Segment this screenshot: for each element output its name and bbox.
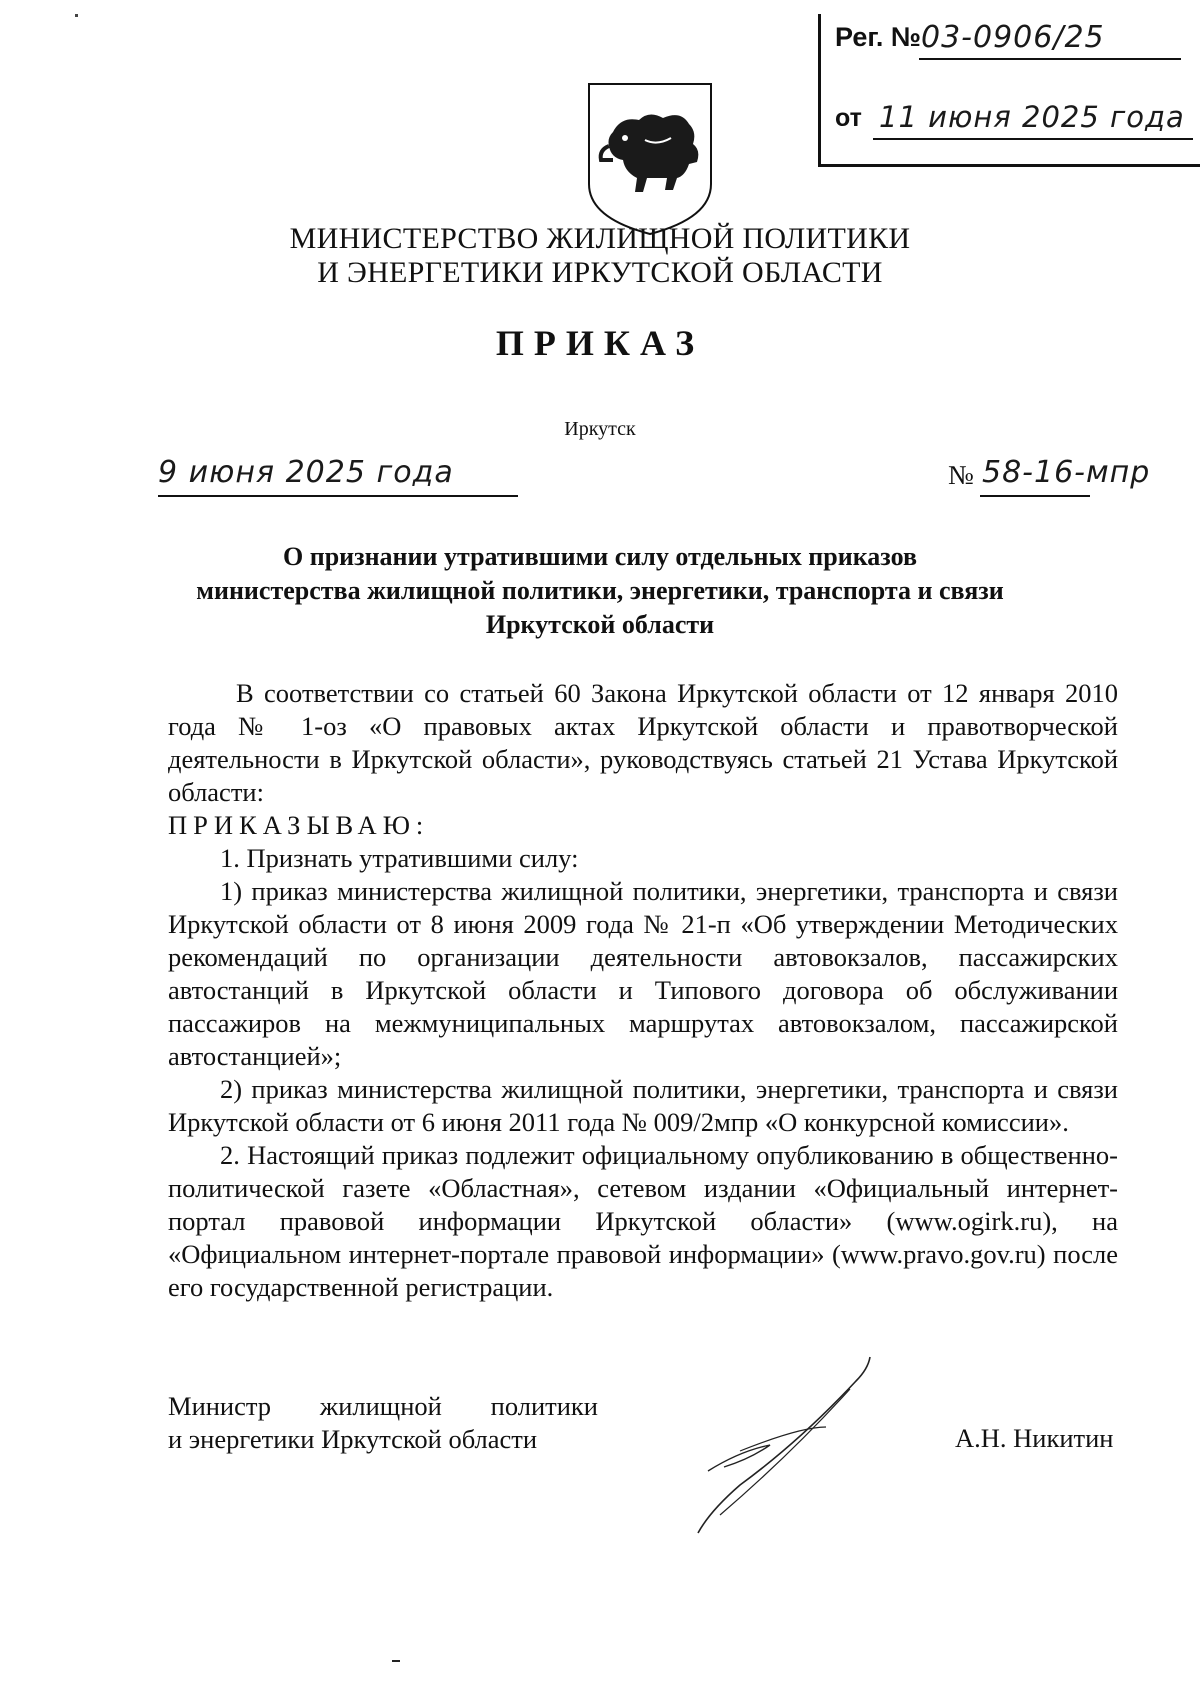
signatory-position — [168, 1390, 598, 1456]
ministry-name-line2: И ЭНЕРГЕТИКИ ИРКУТСКОЙ ОБЛАСТИ — [317, 256, 883, 289]
ministry-name-line1: МИНИСТЕРСТВО ЖИЛИЩНОЙ ПОЛИТИКИ — [289, 222, 911, 255]
reg-number-label: Рег. № — [835, 22, 921, 52]
item-2: 2. Настоящий приказ подлежит официальному опубликованию в общественно-политической газете «Областная», сетевом издании «Официальный интернет-портал правовой информации Иркутской области» (www.ogirk.ru), на «Официальном интернет-портале правовой информации» (www.pravo.gov.ru) после его государственной регистрации. — [168, 1140, 1118, 1302]
coat-of-arms-icon — [585, 80, 715, 238]
subject-line3: Иркутской области — [485, 610, 715, 639]
item-1-subitem-2: 2) приказ министерства жилищной политики, энергетики, транспорта и связи Иркутской области от 6 июня 2011 года № 009/2мпр «О конкурсной комиссии». — [168, 1074, 1118, 1137]
registration-stamp — [818, 14, 1200, 167]
order-body — [168, 677, 1118, 1304]
order-word: ПРИКАЗЫВАЮ: — [168, 810, 430, 840]
position-word3: политики — [490, 1391, 598, 1421]
handwritten-signature — [680, 1355, 880, 1535]
signatory-name: А.Н. Никитин — [955, 1423, 1114, 1453]
position-word2: жилищной — [319, 1391, 442, 1421]
order-number-label: № — [948, 460, 974, 490]
order-number-handwritten: 58-16-мпр — [982, 455, 1151, 490]
reg-number-handwritten: 03-0906/25 — [921, 20, 1105, 55]
reg-number-underline — [919, 58, 1181, 60]
reg-date-label: от — [835, 104, 862, 132]
reg-date-handwritten: 11 июня 2025 года — [879, 100, 1185, 134]
position-word1: Министр — [168, 1391, 272, 1421]
position-line2: и энергетики Иркутской области — [168, 1424, 538, 1454]
document-type: ПРИКАЗ — [495, 323, 705, 363]
order-number-underline — [980, 495, 1090, 497]
city: Иркутск — [564, 418, 636, 440]
order-date-handwritten: 9 июня 2025 года — [158, 455, 454, 490]
item-1-subitem-1: 1) приказ министерства жилищной политики, энергетики, транспорта и связи Иркутской области от 8 июня 2009 года № 21-п «Об утверждении Методических рекомендаций по организации деятельности автовокзалов, пассажирских автостанций в Иркутской области и Типового договора об обслуживании пассажиров на межмуниципальных маршрутах автовокзалом, пассажирской автостанцией»; — [168, 876, 1118, 1071]
order-subject — [150, 540, 1050, 642]
item-1: 1. Признать утратившими силу: — [220, 843, 579, 873]
order-date-underline — [158, 495, 518, 497]
subject-line1: О признании утратившими силу отдельных приказов — [282, 542, 917, 571]
reg-date-underline — [873, 138, 1193, 140]
preamble-paragraph: В соответствии со статьей 60 Закона Иркутской области от 12 января 2010 года № 1-оз «О правовых актах Иркутской области и правотворческой деятельности в Иркутской области», руководствуясь статьей 21 Устава Иркутской области: — [168, 678, 1118, 807]
scan-speck — [75, 14, 78, 17]
subject-line2: министерства жилищной политики, энергетики, транспорта и связи — [196, 576, 1004, 605]
footer-mark — [392, 1660, 400, 1662]
